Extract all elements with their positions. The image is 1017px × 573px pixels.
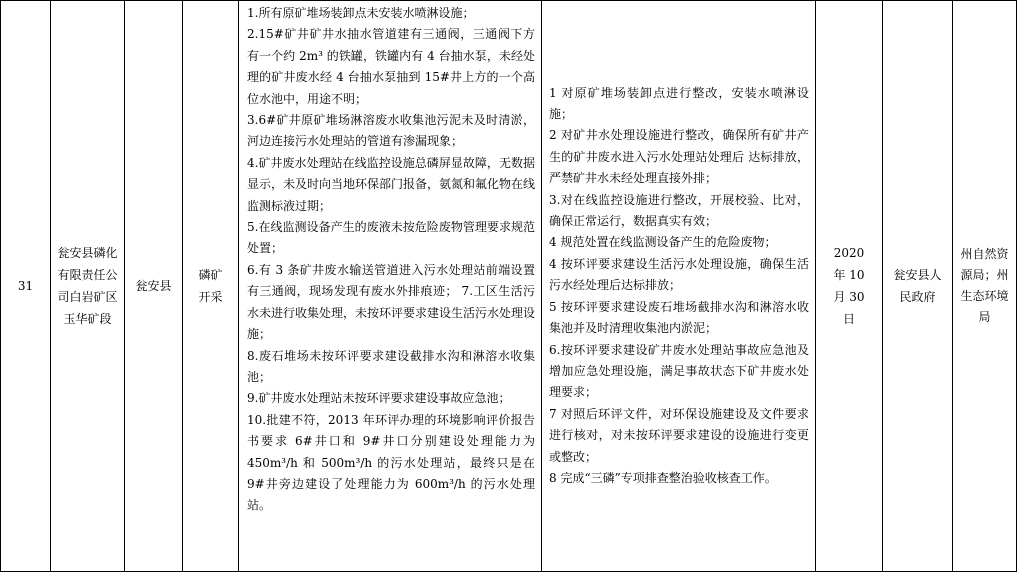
measure-item: 8 完成“三磷”专项排查整治验收核查工作。 xyxy=(549,470,777,485)
issue-item: 9.矿井废水处理站未按环评要求建设事故应急池； xyxy=(247,391,511,406)
measure-item: 2 对矿井水处理设施进行整改，确保所有矿井产生的矿井废水进入污水处理站处理后 达标排放，严禁矿井水未经处理直接外排； xyxy=(549,128,809,186)
measure-item: 3.对在线监控设施进行整改，开展校验、比对，确保正常运行，数据真实有效； xyxy=(549,192,809,229)
measure-item: 6.按环评要求建设矿井废水处理站事故应急池及增加应急处理设施，满足事故状态下矿井废水处理要求； xyxy=(549,342,809,400)
deadline: 2020 年 10 月 30 日 xyxy=(816,1,883,572)
issue-item: 3.6#矿井原矿堆场淋溶废水收集池污泥未及时清淤，河边连接污水处理站的管道有渗漏现象； xyxy=(247,113,535,149)
issue-item: 8.废石堆场未按环评要求建设截排水沟和淋溶水收集池； xyxy=(247,348,535,384)
industry-type: 磷矿开采 xyxy=(183,1,239,572)
measures-list xyxy=(542,1,816,572)
issue-item: 1.所有原矿堆场装卸点未安装水喷淋设施； xyxy=(247,6,475,20)
issue-item: 10.批建不符，2013 年环评办理的环境影响评价报告书要求 6#井口和 9#井口分别建设处理能力为 450m³/h 和 500m³/h 的污水处理站，最终只是在 9#井旁边建设了处理能力为 600m³/h 的污水处理站。 xyxy=(247,412,535,513)
measure-item: 5 按环评要求建设废石堆场截排水沟和淋溶水收集池并及时清理收集池内淤泥； xyxy=(549,299,809,336)
measure-item: 7 对照后环评文件，对环保设施建设及文件要求进行核对，对未按环评要求建设的设施进行变更或整改； xyxy=(549,406,809,464)
measure-item: 4 规范处置在线监测设备产生的危险废物； xyxy=(549,235,777,250)
county-name: 瓮安县 xyxy=(125,1,183,572)
measure-item: 4 按环评要求建设生活污水处理设施，确保生活污水经处理后达标排放； xyxy=(549,256,809,293)
responsible-unit: 瓮安县人民政府 xyxy=(883,1,953,572)
issue-item: 2.15#矿井矿井水抽水管道建有三通阀，三通阀下方有一个约 2m³ 的铁罐，铁罐内有 4 台抽水泵，未经处理的矿井废水经 4 台抽水泵抽到 15#井上方的一个高位水池中，用途不明； xyxy=(247,27,535,106)
issues-list xyxy=(239,1,542,572)
measure-item: 1 对原矿堆场装卸点进行整改，安装水喷淋设施； xyxy=(549,85,809,122)
issue-item: 5.在线监测设备产生的废液未按危险废物管理要求规范处置； xyxy=(247,220,535,256)
issue-item: 4.矿井废水处理站在线监控设施总磷屏显故障，无数据显示，未及时向当地环保部门报备，氨氮和氟化物在线监测标液过期； xyxy=(247,155,536,213)
supervising-authority: 州自然资源局；州生态环境局 xyxy=(953,1,1017,572)
table-row xyxy=(1,1,1017,572)
enterprise-name: 瓮安县磷化有限责任公司白岩矿区玉华矿段 xyxy=(51,1,125,572)
issue-item: 6.有 3 条矿井废水输送管道进入污水处理站前端设置有三通阀，现场发现有废水外排痕迹； 7.工区生活污水未进行收集处理，未按环评要求建设生活污水处理设施； xyxy=(247,262,536,342)
row-number: 31 xyxy=(1,1,51,572)
